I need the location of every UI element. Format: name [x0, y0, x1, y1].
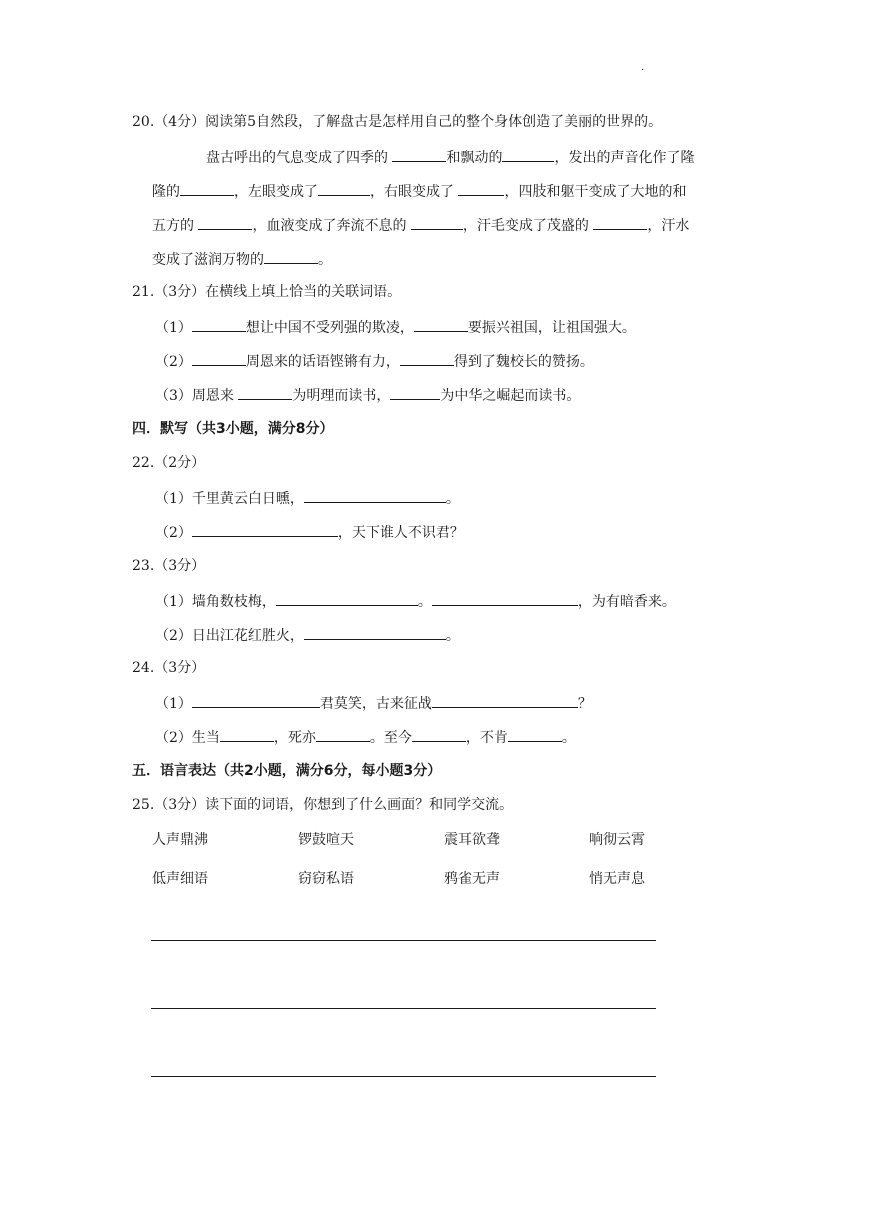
q24-item-1: （1） 君莫笑，古来征战 ？	[155, 692, 592, 714]
answer-blank[interactable]	[192, 521, 338, 537]
answer-blank[interactable]	[414, 316, 468, 332]
answer-blank[interactable]	[238, 384, 292, 400]
q22-item-2: （2） ，天下谁人不识君？	[155, 521, 464, 543]
answer-blank[interactable]	[432, 590, 578, 606]
q21-item-1: （1） 想让中国不受列强的欺凌， 要振兴祖国，让祖国强大。	[155, 316, 636, 338]
answer-writing-line[interactable]	[151, 1008, 656, 1009]
answer-blank[interactable]	[508, 726, 562, 742]
answer-blank[interactable]	[192, 350, 246, 366]
answer-blank[interactable]	[318, 180, 370, 196]
answer-blank[interactable]	[180, 180, 234, 196]
q25-word: 人声鼎沸	[152, 832, 208, 848]
answer-blank[interactable]	[316, 726, 370, 742]
answer-blank[interactable]	[412, 726, 466, 742]
q24-stem: 24.（3分）	[132, 660, 206, 676]
q25-word: 低声细语	[152, 871, 208, 887]
q25-stem: 25.（3分）读下面的词语，你想到了什么画面？和同学交流。	[132, 797, 514, 813]
answer-blank[interactable]	[432, 692, 578, 708]
q20-stem: 20.（4分）阅读第5自然段，了解盘古是怎样用自己的整个身体创造了美丽的世界的。	[132, 114, 663, 130]
answer-blank[interactable]	[400, 350, 454, 366]
answer-blank[interactable]	[192, 692, 320, 708]
q21-item-2: （2） 周恩来的话语铿锵有力， 得到了魏校长的赞扬。	[155, 350, 594, 372]
q20-line-3: 五方的 ，血液变成了奔流不息的 ，汗毛变成了茂盛的 ，汗水	[152, 214, 689, 236]
q22-item-1: （1）千里黄云白日曛， 。	[155, 487, 460, 509]
corner-mark: ·	[641, 65, 645, 76]
answer-blank[interactable]	[304, 487, 446, 503]
answer-blank[interactable]	[276, 590, 418, 606]
q24-item-2: （2）生当 ，死亦 。至今 ，不肯 。	[155, 726, 576, 748]
q25-word: 响彻云霄	[589, 832, 645, 848]
section-4-heading: 四．默写（共3小题，满分8分）	[132, 421, 334, 437]
answer-blank[interactable]	[264, 248, 318, 264]
q25-word: 窃窃私语	[298, 871, 354, 887]
q25-word: 悄无声息	[589, 871, 645, 887]
answer-writing-line[interactable]	[151, 940, 656, 941]
answer-blank[interactable]	[502, 146, 554, 162]
answer-blank[interactable]	[390, 384, 440, 400]
answer-blank[interactable]	[458, 180, 504, 196]
answer-blank[interactable]	[304, 624, 446, 640]
q20-line-2: 隆的 ，左眼变成了 ，右眼变成了 ，四肢和躯干变成了大地的和	[152, 180, 686, 202]
answer-blank[interactable]	[192, 316, 246, 332]
answer-blank[interactable]	[593, 214, 647, 230]
q23-item-1: （1）墙角数枝梅， 。 ，为有暗香来。	[155, 590, 676, 612]
q23-stem: 23.（3分）	[132, 558, 206, 574]
q23-item-2: （2）日出江花红胜火， 。	[155, 624, 460, 646]
q25-word: 锣鼓喧天	[298, 832, 354, 848]
q25-word: 鸦雀无声	[444, 871, 500, 887]
q20-line-4: 变成了滋润万物的 。	[152, 248, 332, 270]
answer-blank[interactable]	[392, 146, 446, 162]
q25-word: 震耳欲聋	[444, 832, 500, 848]
q22-stem: 22.（2分）	[132, 455, 206, 471]
q21-stem: 21.（3分）在横线上填上恰当的关联词语。	[132, 284, 402, 300]
answer-writing-line[interactable]	[151, 1076, 656, 1077]
answer-blank[interactable]	[411, 214, 463, 230]
section-5-heading: 五．语言表达（共2小题，满分6分，每小题3分）	[132, 763, 442, 779]
q21-item-3: （3）周恩来 为明理而读书， 为中华之崛起而读书。	[155, 384, 580, 406]
q20-line-1: 盘古呼出的气息变成了四季的 和飘动的 ，发出的声音化作了隆	[206, 146, 694, 168]
answer-blank[interactable]	[198, 214, 252, 230]
answer-blank[interactable]	[220, 726, 274, 742]
